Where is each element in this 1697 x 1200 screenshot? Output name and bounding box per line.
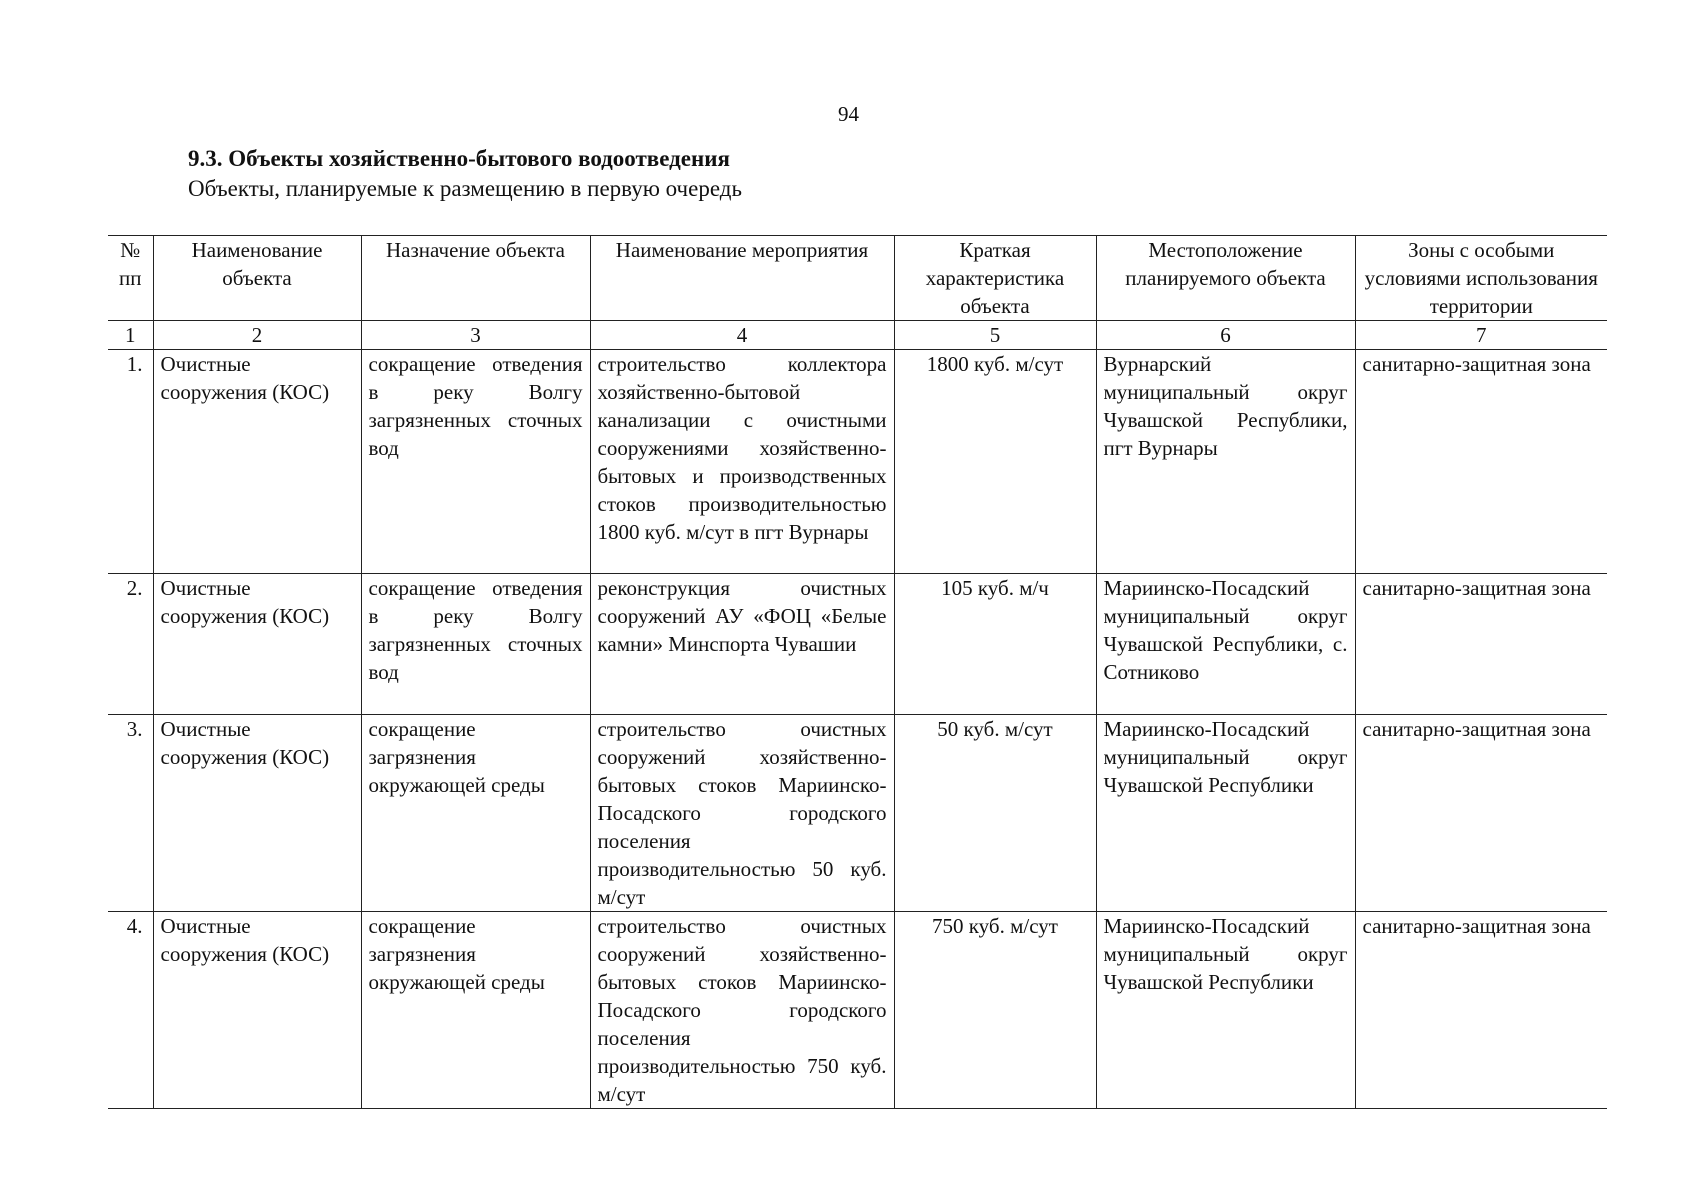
column-number: 3 (361, 321, 590, 350)
location-text: Мариинско-Посадский муниципальный округ Чувашской Республики (1103, 914, 1348, 994)
action-name (590, 912, 894, 1109)
object-name (153, 574, 361, 715)
zone: санитарно-защитная зона (1355, 715, 1607, 912)
object-name (153, 350, 361, 574)
column-number: 6 (1096, 321, 1355, 350)
object-name-text: Очистные сооружения (КОС) (160, 576, 330, 628)
page-number: 94 (838, 102, 859, 126)
location-text: Вурнарский муниципальный округ Чувашской Республики, пгт Вурнары (1103, 352, 1348, 460)
header-characteristic: Краткая характеристика объекта (894, 236, 1096, 321)
zone: санитарно-защитная зона (1355, 350, 1607, 574)
object-purpose-text: сокращение отведения в реку Волгу загрязненных сточных вод (368, 576, 583, 684)
objects-table (108, 235, 1607, 1109)
table-row (108, 715, 1607, 912)
object-name-text: Очистные сооружения (КОС) (160, 914, 330, 966)
table-header-row (108, 236, 1607, 321)
object-purpose (361, 912, 590, 1109)
header-action-name: Наименование мероприятия (590, 236, 894, 321)
row-number: 3. (108, 715, 153, 912)
action-name (590, 350, 894, 574)
header-number: № пп (108, 236, 153, 321)
object-purpose-text: сокращение отведения в реку Волгу загрязненных сточных вод (368, 352, 583, 460)
location (1096, 912, 1355, 1109)
column-number: 5 (894, 321, 1096, 350)
action-name-text: строительство коллектора хозяйственно-бытовой канализации с очистными сооружениями хозяйственно-бытовых и производственных стоков производительностью 1800 куб. м/сут в пгт Вурнары (597, 352, 887, 544)
table-row (108, 912, 1607, 1109)
characteristic: 50 куб. м/сут (894, 715, 1096, 912)
column-number: 1 (108, 321, 153, 350)
table-row (108, 574, 1607, 715)
characteristic: 1800 куб. м/сут (894, 350, 1096, 574)
action-name-text: реконструкция очистных сооружений АУ «ФОЦ «Белые камни» Минспорта Чувашии (597, 576, 887, 656)
action-name-text: строительство очистных сооружений хозяйственно-бытовых стоков Мариинско-Посадского городского поселения производительностью 50 куб. м/сут (597, 717, 887, 909)
location (1096, 574, 1355, 715)
action-name (590, 574, 894, 715)
object-purpose (361, 574, 590, 715)
object-purpose (361, 350, 590, 574)
section-subtitle: Объекты, планируемые к размещению в первую очередь (188, 176, 742, 201)
location-text: Мариинско-Посадский муниципальный округ Чувашской Республики (1103, 717, 1348, 797)
column-number: 7 (1355, 321, 1607, 350)
object-purpose-text: сокращение загрязнения окружающей среды (368, 717, 545, 797)
column-number: 2 (153, 321, 361, 350)
table-row (108, 350, 1607, 574)
object-name (153, 912, 361, 1109)
header-location: Местоположение планируемого объекта (1096, 236, 1355, 321)
section-title: 9.3. Объекты хозяйственно-бытового водоотведения (188, 146, 730, 171)
column-number: 4 (590, 321, 894, 350)
characteristic: 750 куб. м/сут (894, 912, 1096, 1109)
header-object-name: Наименование объекта (153, 236, 361, 321)
location-text: Мариинско-Посадский муниципальный округ Чувашской Республики, с. Сотниково (1103, 576, 1348, 684)
object-name-text: Очистные сооружения (КОС) (160, 717, 330, 769)
header-object-purpose: Назначение объекта (361, 236, 590, 321)
characteristic: 105 куб. м/ч (894, 574, 1096, 715)
object-purpose (361, 715, 590, 912)
header-zones: Зоны с особыми условиями использования территории (1355, 236, 1607, 321)
zone: санитарно-защитная зона (1355, 912, 1607, 1109)
action-name-text: строительство очистных сооружений хозяйственно-бытовых стоков Мариинско-Посадского городского поселения производительностью 750 куб. м/сут (597, 914, 887, 1106)
zone: санитарно-защитная зона (1355, 574, 1607, 715)
object-name-text: Очистные сооружения (КОС) (160, 352, 330, 404)
action-name (590, 715, 894, 912)
column-number-row (108, 321, 1607, 350)
object-name (153, 715, 361, 912)
row-number: 4. (108, 912, 153, 1109)
row-number: 2. (108, 574, 153, 715)
object-purpose-text: сокращение загрязнения окружающей среды (368, 914, 545, 994)
location (1096, 350, 1355, 574)
location (1096, 715, 1355, 912)
row-number: 1. (108, 350, 153, 574)
